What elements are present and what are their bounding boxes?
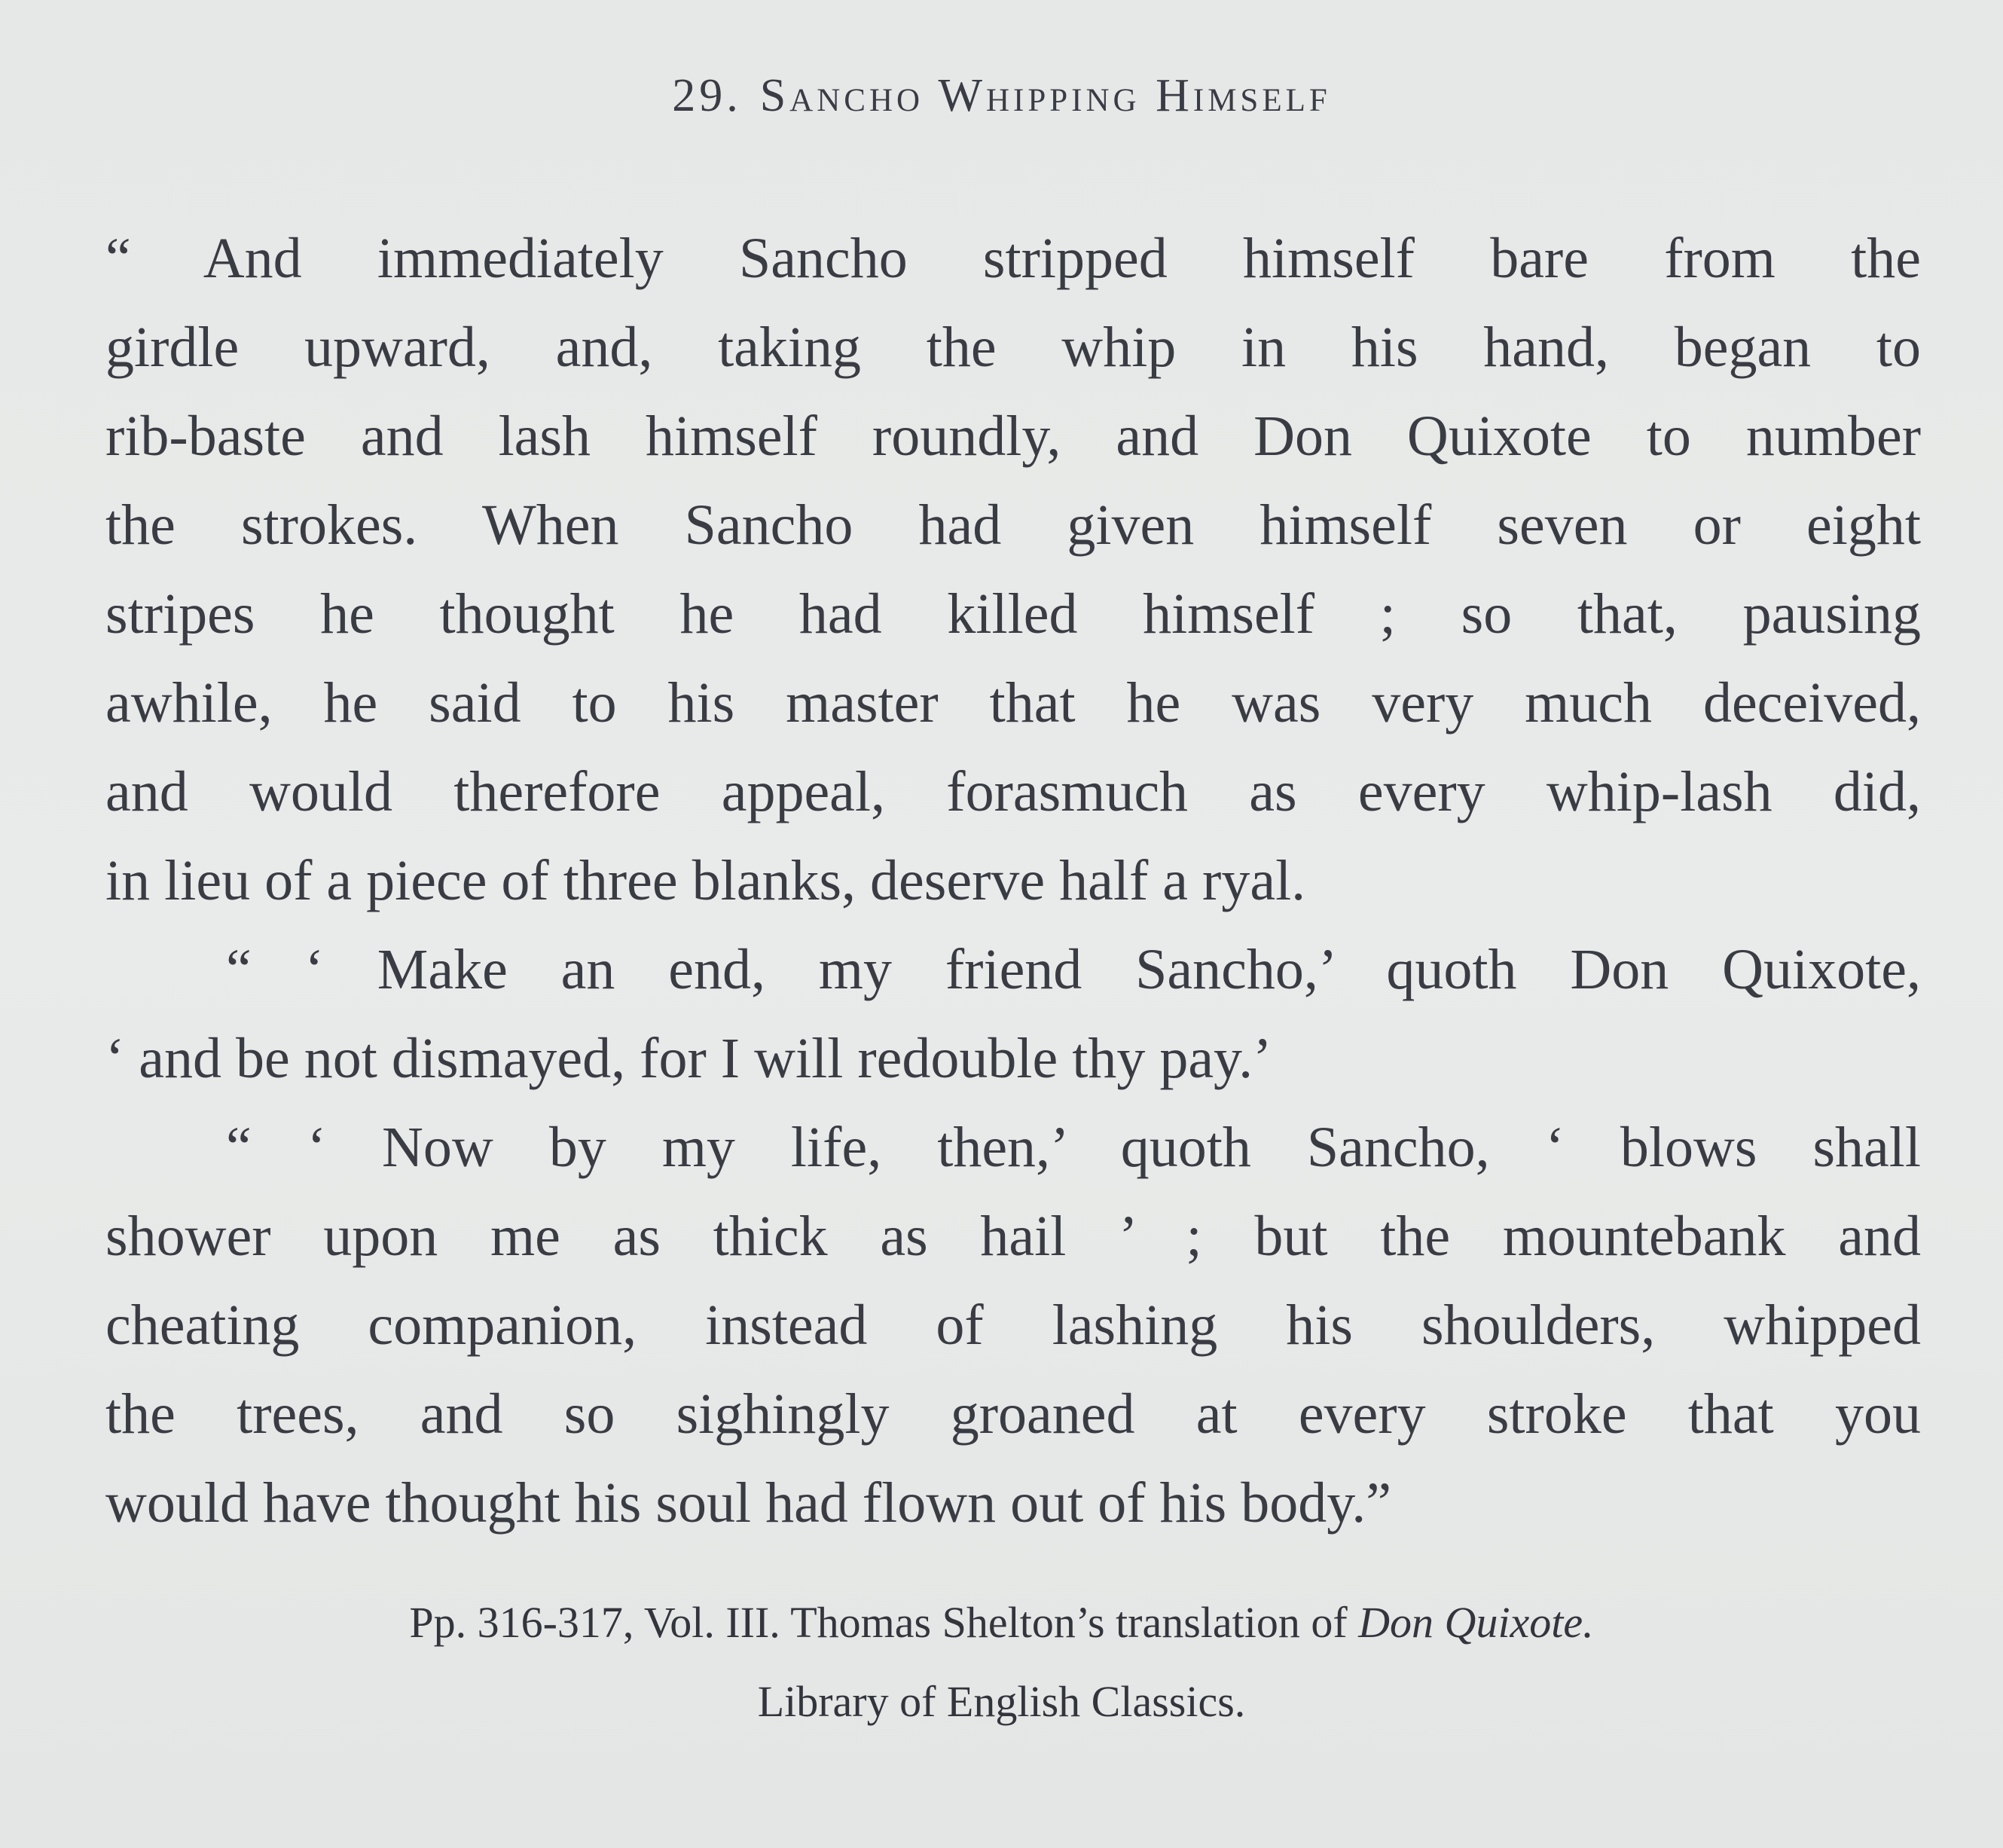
text-line: rib-baste and lash himself roundly, and Don Quixote to number xyxy=(105,405,1921,468)
plate-number: 29. xyxy=(672,70,742,121)
text-line: “ ‘ Make an end, my friend Sancho,’ quoth Don Quixote, xyxy=(226,938,1921,1001)
text-line: girdle upward, and, taking the whip in his hand, began to xyxy=(105,316,1921,379)
source-reference: Pp. 316-317, Vol. III. Thomas Shelton’s translation of xyxy=(409,1598,1348,1647)
plate-title-text: Sancho Whipping Himself xyxy=(759,70,1331,121)
text-line: shower upon me as thick as hail ’ ; but the mountebank and xyxy=(105,1205,1921,1268)
text-line: stripes he thought he had killed himself ; so that, pausing xyxy=(105,582,1921,646)
text-line: “ ‘ Now by my life, then,’ quoth Sancho, ‘ blows shall xyxy=(226,1116,1921,1179)
text-line: in lieu of a piece of three blanks, deserve half a ryal. xyxy=(105,849,1306,912)
text-line: and would therefore appeal, forasmuch as every whip-lash did, xyxy=(105,760,1921,823)
text-line: “ And immediately Sancho stripped himself bare from the xyxy=(105,227,1921,290)
text-line: the trees, and so sighingly groaned at every stroke that you xyxy=(105,1382,1921,1446)
plate-title xyxy=(0,69,2003,123)
text-line: ‘ and be not dismayed, for I will redouble thy pay.’ xyxy=(105,1027,1272,1090)
text-line: cheating companion, instead of lashing his shoulders, whipped xyxy=(105,1294,1921,1357)
text-line: would have thought his soul had flown out of his body.” xyxy=(105,1471,1392,1535)
text-line: awhile, he said to his master that he was very much deceived, xyxy=(105,671,1921,735)
book-title: Don Quixote. xyxy=(1358,1598,1594,1647)
source-caption-line1 xyxy=(0,1597,2003,1648)
source-caption-line2: Library of English Classics. xyxy=(757,1677,1246,1726)
text-line: the strokes. When Sancho had given himself seven or eight xyxy=(105,493,1921,557)
